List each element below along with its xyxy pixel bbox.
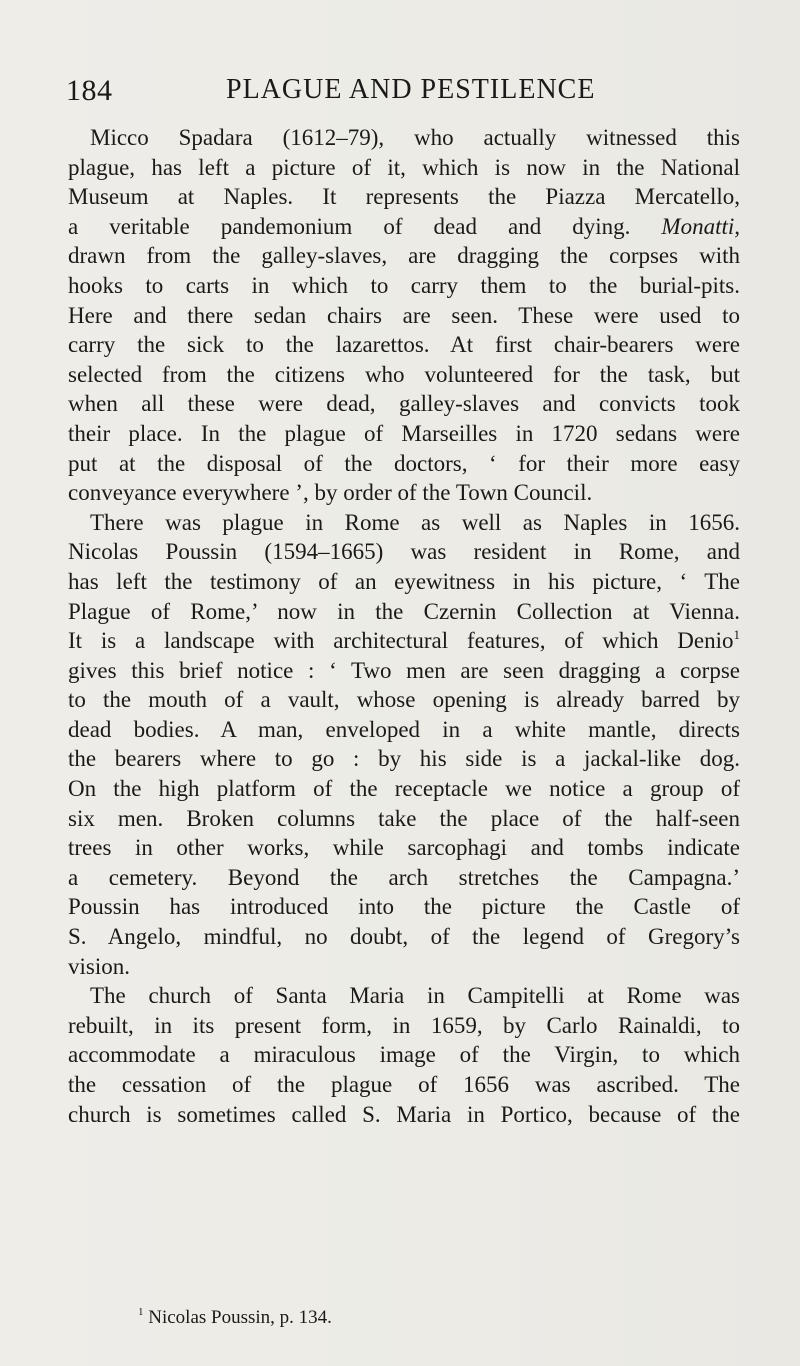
text-line: the cessation of the plague of 1656 was ascribed. The — [68, 1072, 740, 1097]
text-run: It is a landscape with architectural features, of which Denio — [68, 628, 734, 654]
text-line: church is sometimes called S. Maria in Portico, because of the — [68, 1101, 740, 1127]
page-number: 184 — [66, 74, 113, 107]
text-line: On the high platform of the receptacle we notice a group of — [68, 776, 740, 802]
text-line: Museum at Naples. It represents the Piazza Mercatello, — [68, 184, 740, 210]
running-head — [66, 74, 742, 114]
running-title: PLAGUE AND PESTILENCE — [226, 74, 596, 105]
text-line: dead bodies. A man, enveloped in a white mantle, directs — [68, 716, 740, 742]
text-line: the bearers where to go : by his side is a jackal-like dog. — [68, 746, 740, 772]
footnote — [138, 1306, 332, 1330]
text-line: S. Angelo, mindful, no doubt, of the legend of Gregory’s — [68, 924, 740, 950]
text-line — [68, 212, 740, 242]
text-line: has left the testimony of an eyewitness in his picture, ‘ The — [68, 568, 740, 594]
text-line: Here and there sedan chairs are seen. These were used to — [68, 302, 740, 328]
text-line: hooks to carts in which to carry them to the burial-pits. — [68, 272, 740, 298]
body-text — [68, 123, 740, 1129]
text-line: to the mouth of a vault, whose opening is already barred by — [68, 687, 740, 713]
text-line: carry the sick to the lazarettos. At first chair-bearers were — [68, 332, 740, 358]
italic-term: Monatti, — [661, 213, 740, 239]
text-line: Plague of Rome,’ now in the Czernin Collection at Vienna. — [68, 598, 740, 624]
text-line: trees in other works, while sarcophagi and tombs indicate — [68, 835, 740, 861]
text-line: Nicolas Poussin (1594–1665) was resident in Rome, and — [68, 539, 740, 565]
text-line: selected from the citizens who volunteered for the task, but — [68, 361, 740, 387]
text-line: a cemetery. Beyond the arch stretches the Campagna.’ — [68, 864, 740, 890]
text-line: conveyance everywhere ’, by order of the Town Council. — [68, 480, 593, 506]
text-line: There was plague in Rome as well as Naples in 1656. — [90, 509, 740, 535]
text-line: their place. In the plague of Marseilles in 1720 sedans were — [68, 420, 740, 446]
text-line: Micco Spadara (1612–79), who actually witnessed this — [90, 125, 740, 150]
text-line: drawn from the galley-slaves, are dragging the corpses with — [68, 243, 740, 269]
text-line: Poussin has introduced into the picture the Castle of — [68, 894, 740, 920]
footnote-reference: 1 — [733, 627, 740, 643]
footnote-marker: 1 — [138, 1306, 144, 1318]
text-line: when all these were dead, galley-slaves and convicts took — [68, 391, 740, 417]
text-line: The church of Santa Maria in Campitelli at Rome was — [90, 983, 740, 1009]
text-line: six men. Broken columns take the place of the half-seen — [68, 805, 740, 831]
text-line: accommodate a miraculous image of the Virgin, to which — [68, 1042, 740, 1068]
text-line — [68, 626, 740, 656]
text-line: plague, has left a picture of it, which is now in the National — [68, 154, 740, 180]
text-line: gives this brief notice : ‘ Two men are seen dragging a corpse — [68, 657, 740, 683]
text-line: put at the disposal of the doctors, ‘ for their more easy — [68, 450, 740, 476]
text-line: rebuilt, in its present form, in 1659, by Carlo Rainaldi, to — [68, 1012, 740, 1038]
text-run: a veritable pandemonium of dead and dying. — [68, 213, 662, 239]
footnote-text: Nicolas Poussin, p. 134. — [148, 1307, 332, 1328]
text-line: vision. — [68, 953, 130, 979]
